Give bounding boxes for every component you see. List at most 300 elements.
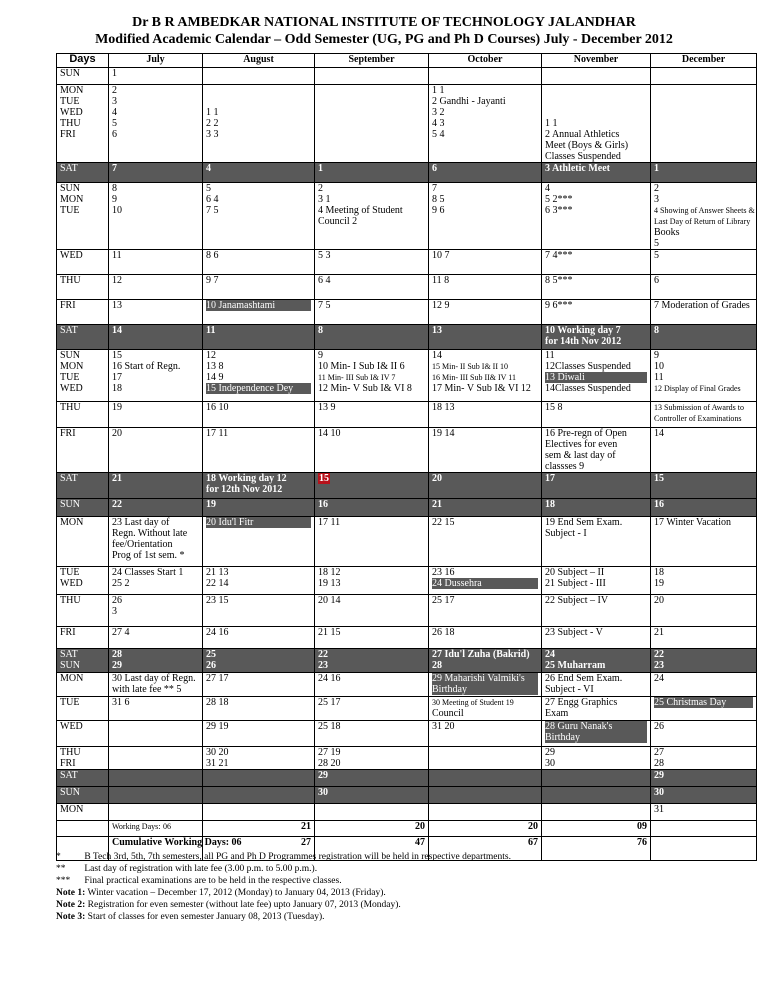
date-cell-july <box>109 627 203 649</box>
date-cell-december <box>651 649 757 673</box>
calendar-row <box>57 402 757 428</box>
date-line: 14 <box>432 350 442 361</box>
calendar-row <box>57 770 757 787</box>
note-item <box>56 875 511 887</box>
date-line <box>206 85 311 96</box>
date-line: 9 <box>112 194 117 205</box>
day-label: SUN <box>60 68 81 79</box>
date-line: for 14th Nov 2012 <box>545 336 622 347</box>
date-line: 25 17 <box>318 697 341 708</box>
date-line <box>206 770 311 781</box>
date-line: 2 <box>112 85 117 96</box>
date-cell-december <box>651 673 757 697</box>
date-line: 15 <box>112 350 122 361</box>
date-line: 3 <box>654 194 659 205</box>
date-line: Regn. Without late <box>112 528 188 539</box>
date-line: 3 3 <box>206 129 219 140</box>
date-line: 21 <box>654 627 664 638</box>
date-cell-december <box>651 747 757 770</box>
date-cell-september <box>315 428 429 473</box>
calendar-row <box>57 325 757 350</box>
date-line: 7 <box>432 183 437 194</box>
date-cell-october <box>429 595 542 627</box>
date-line: 19 13 <box>318 578 341 589</box>
date-line: 30 Meeting of Student 19 <box>432 698 514 707</box>
date-line: 9 6*** <box>545 300 573 311</box>
date-cell-december <box>651 163 757 183</box>
date-cell-july <box>109 473 203 499</box>
day-cell <box>57 627 109 649</box>
date-line: 29 <box>545 747 555 758</box>
date-cell-november <box>542 402 651 428</box>
date-cell-july <box>109 787 203 804</box>
date-cell-july <box>109 428 203 473</box>
working-days-november: 09 <box>542 821 651 837</box>
working-days-july-value: 06 <box>162 822 171 831</box>
date-line: 26 18 <box>432 627 455 638</box>
date-line: 14Classes Suspended <box>545 383 631 394</box>
date-cell-november <box>542 649 651 673</box>
date-cell-july <box>109 499 203 517</box>
date-line: 17 11 <box>318 517 341 528</box>
date-line: 5 <box>654 250 659 261</box>
date-line: 31 <box>654 804 664 815</box>
calendar-row <box>57 649 757 673</box>
day-cell <box>57 325 109 350</box>
note-mark: Note 2: <box>56 900 86 910</box>
date-line: 18 <box>112 383 122 394</box>
calendar-row <box>57 499 757 517</box>
date-line: 5 4 <box>432 129 445 140</box>
date-cell-august <box>203 721 315 747</box>
date-line <box>112 721 199 732</box>
date-line: 10 7 <box>432 250 450 261</box>
date-line: 15 Independence Dey <box>206 383 311 394</box>
date-line: 22 <box>654 649 664 660</box>
date-line: 11 <box>206 325 216 336</box>
date-line: 5 2*** <box>545 194 573 205</box>
date-cell-december <box>651 68 757 85</box>
calendar-row <box>57 473 757 499</box>
date-line: 10 <box>112 205 122 216</box>
date-cell-september <box>315 595 429 627</box>
date-cell-december <box>651 325 757 350</box>
date-line: 19 <box>206 499 216 510</box>
date-cell-november <box>542 183 651 250</box>
note-item <box>56 863 511 875</box>
date-cell-july <box>109 300 203 325</box>
date-line: 30 <box>654 787 664 798</box>
cumulative-october: 67 <box>429 837 542 861</box>
day-label: SAT <box>60 325 78 336</box>
date-line: 8 <box>112 183 117 194</box>
date-line: 22 14 <box>206 578 229 589</box>
date-line <box>545 770 647 781</box>
date-line <box>545 787 647 798</box>
date-line: 6 <box>112 129 117 140</box>
day-label: SUN <box>60 660 81 671</box>
date-line: 8 6 <box>206 250 219 261</box>
day-label: TUE <box>60 372 80 383</box>
date-line: 20 <box>432 473 442 484</box>
date-line: 15 Min- II Sub I& II 10 <box>432 362 508 371</box>
date-line: 12 Display of Final Grades <box>654 384 741 393</box>
date-line: 24 <box>545 649 555 660</box>
date-cell-september <box>315 68 429 85</box>
date-cell-july <box>109 325 203 350</box>
day-label: MON <box>60 85 84 96</box>
date-cell-july <box>109 275 203 300</box>
date-cell-october <box>429 325 542 350</box>
date-cell-august <box>203 473 315 499</box>
date-line: 7 Moderation of Grades <box>654 300 750 311</box>
calendar-row <box>57 627 757 649</box>
note-text: Registration for even semester (without late fee) upto January 07, 2013 (Monday). <box>85 900 401 910</box>
date-cell-september <box>315 183 429 250</box>
date-line: 29 19 <box>206 721 229 732</box>
date-line: 16 <box>318 499 328 510</box>
date-line <box>206 96 311 107</box>
date-line: 9 6 <box>432 205 445 216</box>
date-line: 9 7 <box>206 275 219 286</box>
date-line <box>206 804 311 815</box>
date-line <box>432 747 538 758</box>
date-line: 14 9 <box>206 372 224 383</box>
date-line: 20 Idu'l Fitr <box>206 517 311 528</box>
date-line <box>432 787 538 798</box>
date-line: 24 16 <box>206 627 229 638</box>
date-cell-november <box>542 325 651 350</box>
date-cell-july <box>109 770 203 787</box>
date-line: 11 <box>654 372 664 383</box>
calendar-header <box>0 14 768 48</box>
date-line <box>545 804 647 815</box>
date-cell-december <box>651 595 757 627</box>
date-cell-december <box>651 804 757 821</box>
date-cell-july <box>109 721 203 747</box>
date-line: 26 <box>654 721 664 732</box>
day-cell <box>57 804 109 821</box>
day-cell <box>57 350 109 402</box>
date-line: 2 2 <box>206 118 219 129</box>
academic-calendar-table <box>56 53 757 861</box>
date-line: 25 18 <box>318 721 341 732</box>
date-line: 29 Maharishi Valmiki's <box>432 673 538 684</box>
date-cell-november <box>542 787 651 804</box>
day-cell <box>57 300 109 325</box>
day-cell <box>57 673 109 697</box>
date-cell-august <box>203 183 315 250</box>
date-line: 9 <box>318 350 323 361</box>
date-cell-october <box>429 350 542 402</box>
date-cell-august <box>203 595 315 627</box>
date-cell-august <box>203 350 315 402</box>
date-cell-august <box>203 517 315 567</box>
date-cell-october <box>429 499 542 517</box>
date-line: 1 1 <box>545 118 558 129</box>
date-cell-december <box>651 275 757 300</box>
cumulative-december <box>651 837 757 861</box>
note-mark: ** <box>56 864 66 874</box>
date-cell-july <box>109 673 203 697</box>
date-cell-november <box>542 697 651 721</box>
date-line: Electives for even <box>545 439 618 450</box>
date-line: 15 <box>319 473 329 484</box>
date-cell-august <box>203 673 315 697</box>
calendar-row <box>57 721 757 747</box>
date-line: 16 Start of Regn. <box>112 361 181 372</box>
working-days-spacer <box>57 821 109 837</box>
date-cell-august <box>203 804 315 821</box>
date-cell-november <box>542 721 651 747</box>
note-text: Winter vacation – December 17, 2012 (Monday) to January 04, 2013 (Friday). <box>85 888 386 898</box>
date-line: 15 <box>654 473 664 484</box>
calendar-row <box>57 428 757 473</box>
date-cell-december <box>651 250 757 275</box>
day-label: MON <box>60 517 84 528</box>
date-cell-october <box>429 697 542 721</box>
date-line: 19 End Sem Exam. <box>545 517 623 528</box>
date-line <box>654 68 753 79</box>
cumulative-september: 47 <box>315 837 429 861</box>
day-cell <box>57 499 109 517</box>
date-line: 21 <box>432 499 442 510</box>
date-line: 4 Showing of Answer Sheets & <box>654 206 755 215</box>
date-line <box>432 804 538 815</box>
date-line: 10 <box>654 361 664 372</box>
date-line: 1 1 <box>432 85 445 96</box>
date-line: 2 <box>654 183 659 194</box>
day-cell <box>57 402 109 428</box>
date-line: 9 <box>654 350 659 361</box>
date-line: 2 Annual Athletics <box>545 129 620 140</box>
date-cell-july <box>109 567 203 595</box>
date-line <box>318 68 425 79</box>
day-cell <box>57 183 109 250</box>
date-line: 21 <box>112 473 122 484</box>
date-cell-august <box>203 163 315 183</box>
column-header-july: July <box>109 54 203 68</box>
date-line: 4 <box>206 163 211 174</box>
date-cell-october <box>429 402 542 428</box>
date-line: 22 <box>318 649 328 660</box>
date-cell-august <box>203 787 315 804</box>
date-cell-september <box>315 300 429 325</box>
day-label: SAT <box>60 649 78 660</box>
date-cell-december <box>651 300 757 325</box>
date-line: 31 6 <box>112 697 130 708</box>
date-line: 27 <box>654 747 664 758</box>
date-line <box>112 804 199 815</box>
date-line: 13 Submission of Awards to <box>654 403 744 412</box>
day-label: MON <box>60 194 84 205</box>
date-line: 10 Working day 7 <box>545 325 621 336</box>
date-cell-november <box>542 163 651 183</box>
date-cell-september <box>315 673 429 697</box>
date-line: 27 Idu'l Zuha (Bakrid) <box>432 649 530 660</box>
day-label: SUN <box>60 183 81 194</box>
date-line <box>545 96 647 107</box>
date-cell-october <box>429 649 542 673</box>
day-label: MON <box>60 804 84 815</box>
calendar-row <box>57 567 757 595</box>
date-cell-october <box>429 68 542 85</box>
date-line: classses 9 <box>545 461 585 472</box>
date-cell-november <box>542 275 651 300</box>
day-label: TUE <box>60 697 80 708</box>
date-line: 23 <box>654 660 664 671</box>
day-label: WED <box>60 107 83 118</box>
date-line: 24 16 <box>318 673 341 684</box>
working-days-december <box>651 821 757 837</box>
date-line: 6 4 <box>206 194 219 205</box>
calendar-row <box>57 163 757 183</box>
date-cell-december <box>651 721 757 747</box>
date-line: 30 20 <box>206 747 229 758</box>
date-line: Classes Suspended <box>545 151 621 162</box>
note-text: Last day of registration with late fee (3.00 p.m. to 5.00 p.m.). <box>82 864 318 874</box>
date-line: 4 <box>112 107 117 118</box>
date-line: 3 2 <box>432 107 445 118</box>
day-cell <box>57 275 109 300</box>
date-cell-november <box>542 250 651 275</box>
date-line: 1 <box>654 163 659 174</box>
date-line: 29 <box>318 770 328 781</box>
date-cell-december <box>651 627 757 649</box>
date-line: 5 3 <box>318 250 331 261</box>
date-line <box>432 770 538 781</box>
date-line: 12 <box>206 350 216 361</box>
date-cell-august <box>203 747 315 770</box>
date-line: 7 5 <box>206 205 219 216</box>
date-line: 6 4 <box>318 275 331 286</box>
date-line: 2 <box>318 183 323 194</box>
date-line: 8 5*** <box>545 275 573 286</box>
date-line: 3 1 <box>318 194 331 205</box>
date-line: 30 <box>545 758 555 769</box>
date-cell-july <box>109 804 203 821</box>
column-header-days: Days <box>57 54 109 68</box>
date-cell-october <box>429 673 542 697</box>
date-line: 25 2 <box>112 578 130 589</box>
working-days-july <box>109 821 203 837</box>
date-cell-july <box>109 747 203 770</box>
date-cell-october <box>429 473 542 499</box>
date-line: 18 13 <box>432 402 455 413</box>
day-cell <box>57 721 109 747</box>
date-cell-july <box>109 250 203 275</box>
date-line <box>318 85 425 96</box>
date-line: 23 16 <box>432 567 455 578</box>
date-line: 4 <box>545 183 550 194</box>
date-cell-september <box>315 804 429 821</box>
date-line: 1 <box>318 163 323 174</box>
date-cell-october <box>429 250 542 275</box>
date-line: 11 <box>545 350 555 361</box>
date-line: with late fee ** 5 <box>112 684 182 695</box>
calendar-row <box>57 517 757 567</box>
date-line: 28 Guru Nanak's <box>545 721 647 732</box>
date-line: 19 <box>112 402 122 413</box>
calendar-row <box>57 350 757 402</box>
date-cell-september <box>315 473 429 499</box>
date-line: Exam <box>545 708 569 719</box>
date-cell-november <box>542 68 651 85</box>
date-cell-september <box>315 517 429 567</box>
date-line: Controller of Examinations <box>654 414 742 423</box>
date-line: 5 <box>112 118 117 129</box>
date-cell-august <box>203 275 315 300</box>
note-text: Final practical examinations are to be held in the respective classes. <box>82 876 342 886</box>
day-label: THU <box>60 402 81 413</box>
day-cell <box>57 85 109 163</box>
day-label: WED <box>60 578 83 589</box>
note-item <box>56 851 511 863</box>
date-line: 11 Min- III Sub I& IV 7 <box>318 373 396 382</box>
date-line: 23 Last day of <box>112 517 170 528</box>
date-line: 14 10 <box>318 428 341 439</box>
date-line: 20 14 <box>318 595 341 606</box>
note-item <box>56 899 511 911</box>
date-line: 13 <box>112 300 122 311</box>
calendar-row <box>57 697 757 721</box>
date-cell-december <box>651 567 757 595</box>
date-line: 27 17 <box>206 673 229 684</box>
date-line: 11 8 <box>432 275 450 286</box>
date-line: 20 <box>654 595 664 606</box>
date-line: 27 Engg Graphics <box>545 697 618 708</box>
date-line: Subject - I <box>545 528 587 539</box>
day-label: SUN <box>60 787 81 798</box>
date-line <box>432 68 538 79</box>
date-line: Subject - VI <box>545 684 594 695</box>
day-label: THU <box>60 747 81 758</box>
date-line: 12 Min- V Sub I& VI 8 <box>318 383 412 394</box>
date-cell-october <box>429 770 542 787</box>
date-line: 17 Min- V Sub I& VI 12 <box>432 383 531 394</box>
date-cell-august <box>203 567 315 595</box>
date-cell-december <box>651 770 757 787</box>
date-line: 24 Classes Start 1 <box>112 567 184 578</box>
day-label: MON <box>60 673 84 684</box>
date-cell-july <box>109 697 203 721</box>
date-cell-august <box>203 627 315 649</box>
date-line: 13 9 <box>318 402 336 413</box>
day-label: THU <box>60 118 81 129</box>
date-cell-november <box>542 85 651 163</box>
date-cell-july <box>109 649 203 673</box>
cumulative-label: Cumulative Working Days: 06 <box>109 837 203 861</box>
date-line: 23 <box>318 660 328 671</box>
date-line: 31 21 <box>206 758 229 769</box>
calendar-body <box>57 68 757 821</box>
date-line: 3 <box>112 606 117 617</box>
day-label: TUE <box>60 567 80 578</box>
date-cell-september <box>315 250 429 275</box>
date-cell-august <box>203 85 315 163</box>
date-line: 11 <box>112 250 122 261</box>
date-line: 10 Janamashtami <box>206 300 311 311</box>
date-line: 23 Subject - V <box>545 627 603 638</box>
date-line: 12 <box>112 275 122 286</box>
date-line: 13 <box>432 325 442 336</box>
date-line: Birthday <box>545 732 647 743</box>
date-cell-october <box>429 747 542 770</box>
date-line: 25 <box>206 649 216 660</box>
date-line: Council 2 <box>318 216 358 227</box>
date-line: 17 11 <box>206 428 229 439</box>
date-cell-september <box>315 567 429 595</box>
